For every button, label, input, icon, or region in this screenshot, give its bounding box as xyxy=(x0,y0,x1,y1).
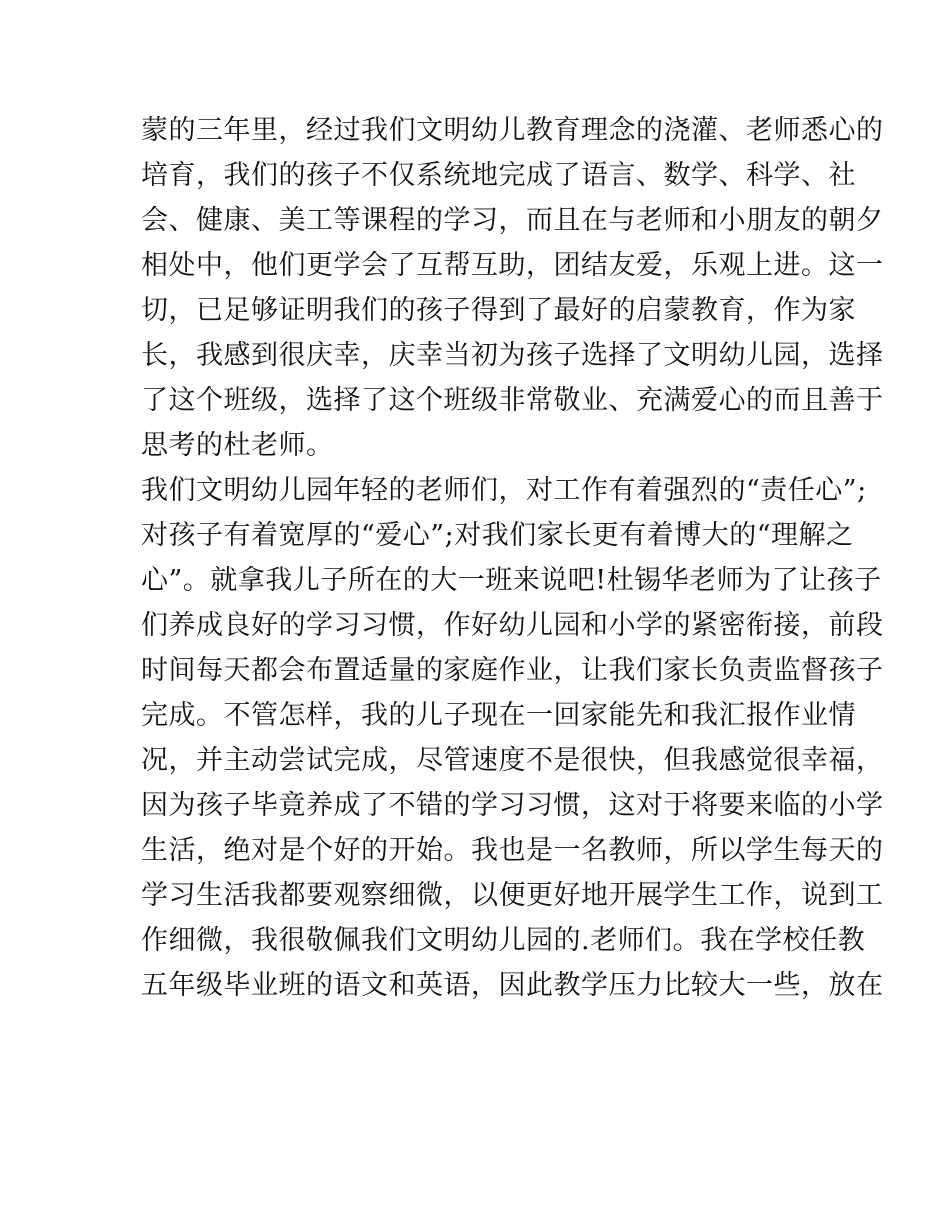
text-line: 时间每天都会布置适量的家庭作业，让我们家长负责监督孩子 xyxy=(141,655,884,686)
text-line: 会、健康、美工等课程的学习，而且在与老师和小朋友的朝夕 xyxy=(141,205,884,236)
text-line: 思考的杜老师。 xyxy=(141,430,334,461)
text-line: 五年级毕业班的语文和英语，因此教学压力比较大一些，放在 xyxy=(141,970,884,1001)
text-line: 我们文明幼儿园年轻的老师们，对工作有着强烈的“责任心”; xyxy=(141,475,867,506)
text-line: 心”。就拿我儿子所在的大一班来说吧!杜锡华老师为了让孩子 xyxy=(141,565,882,596)
text-line: 蒙的三年里，经过我们文明幼儿教育理念的浇灌、老师悉心的 xyxy=(141,115,884,146)
text-line: 长，我感到很庆幸，庆幸当初为孩子选择了文明幼儿园，选择 xyxy=(141,340,884,371)
text-line: 因为孩子毕竟养成了不错的学习习惯，这对于将要来临的小学 xyxy=(141,790,884,821)
text-line: 对孩子有着宽厚的“爱心”;对我们家长更有着博大的“理解之 xyxy=(141,520,854,551)
text-line: 学习生活我都要观察细微，以便更好地开展学生工作，说到工 xyxy=(141,880,884,911)
text-line: 们养成良好的学习习惯，作好幼儿园和小学的紧密衔接，前段 xyxy=(141,610,884,641)
text-line: 生活，绝对是个好的开始。我也是一名教师，所以学生每天的 xyxy=(141,835,884,866)
text-line: 作细微，我很敬佩我们文明幼儿园的.老师们。我在学校任教 xyxy=(141,925,866,956)
text-line: 完成。不管怎样，我的儿子现在一回家能先和我汇报作业情 xyxy=(141,700,856,731)
text-line: 切，已足够证明我们的孩子得到了最好的启蒙教育，作为家 xyxy=(141,295,856,326)
text-line: 相处中，他们更学会了互帮互助，团结友爱，乐观上进。这一 xyxy=(141,250,884,281)
text-line: 培育，我们的孩子不仅系统地完成了语言、数学、科学、社 xyxy=(141,160,856,191)
text-line: 况，并主动尝试完成，尽管速度不是很快，但我感觉很幸福， xyxy=(141,745,884,776)
text-line: 了这个班级，选择了这个班级非常敬业、充满爱心的而且善于 xyxy=(141,385,884,416)
body-text xyxy=(141,108,884,1008)
